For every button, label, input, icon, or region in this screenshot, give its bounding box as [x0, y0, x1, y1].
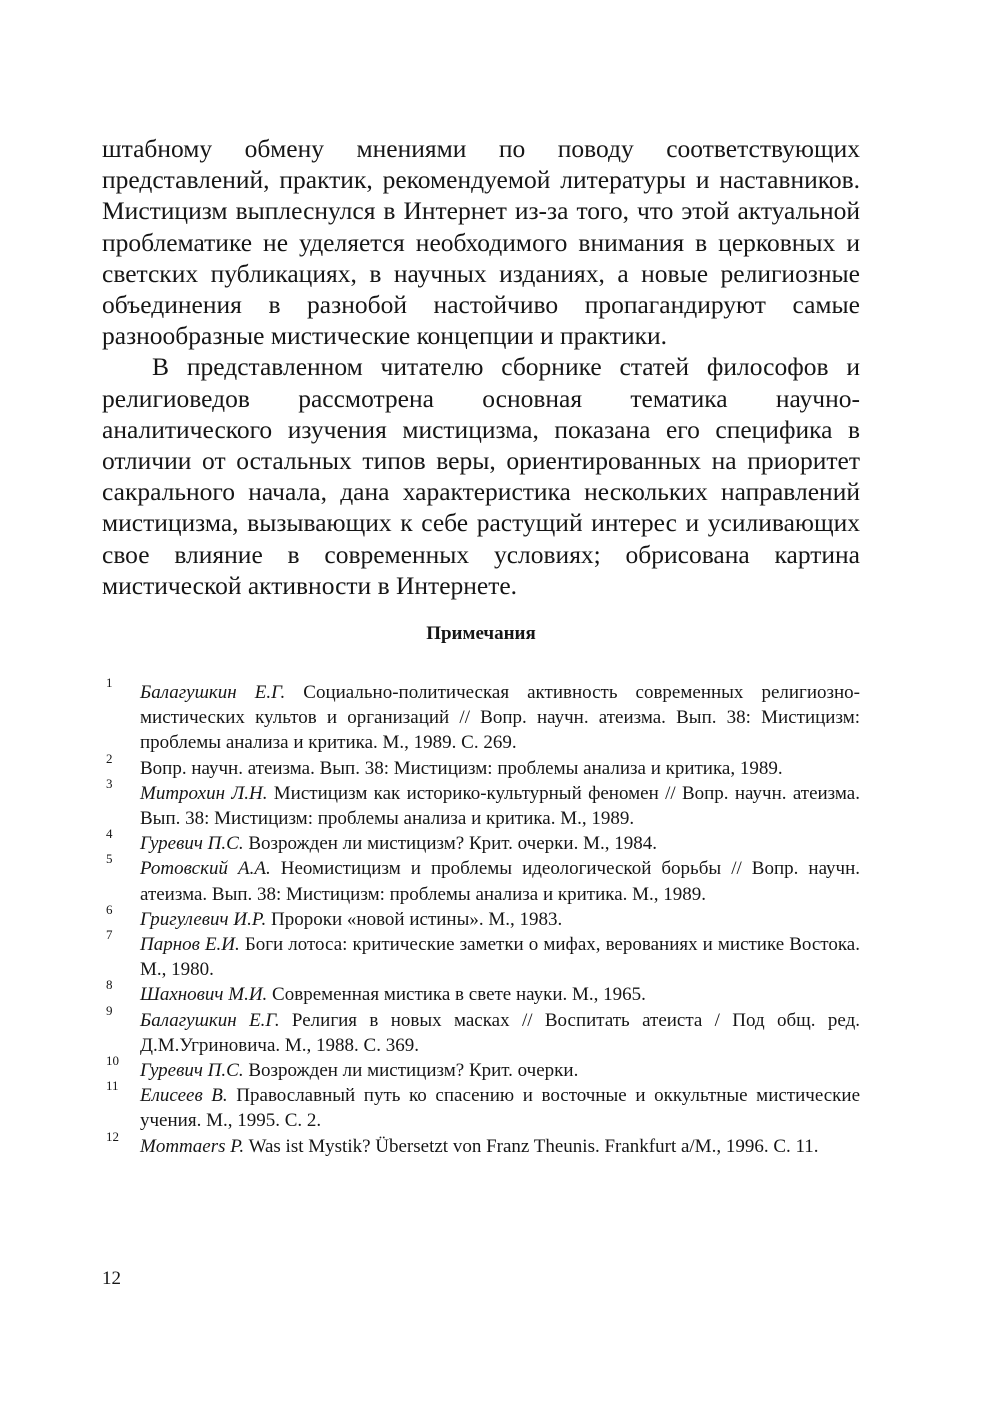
note-item	[102, 1053, 860, 1083]
note-author: Митрохин Л.Н.	[140, 782, 268, 804]
note-author: Парнов Е.И.	[140, 934, 240, 956]
note-item	[102, 1078, 861, 1133]
note-number: 5	[106, 851, 113, 867]
note-text: Возрожден ли мистицизм? Крит. очерки.	[243, 1060, 579, 1082]
note-author: Mommaers P.	[140, 1135, 245, 1157]
notes-list	[102, 675, 861, 1159]
page-number: 12	[102, 1268, 121, 1289]
note-number: 7	[106, 927, 113, 943]
note-author: Гуревич П.С.	[140, 1060, 244, 1082]
note-text: Пророки «новой истины». М., 1983.	[266, 908, 563, 930]
note-author: Елисеев В.	[140, 1085, 228, 1107]
note-item	[102, 775, 860, 831]
note-item	[102, 675, 860, 756]
note-number: 2	[106, 750, 113, 766]
note-item	[102, 826, 860, 856]
note-number: 10	[106, 1053, 119, 1069]
note-number: 4	[106, 826, 113, 842]
note-number: 9	[106, 1002, 113, 1018]
note-text: Вопр. научн. атеизма. Вып. 38: Мистицизм: проблемы анализа и критика, 1989.	[140, 757, 783, 779]
note-author: Григулевич И.Р.	[140, 908, 267, 930]
note-text: Современная мистика в свете науки. М., 1965.	[267, 984, 646, 1006]
note-number: 8	[106, 977, 113, 993]
note-item	[102, 927, 860, 982]
notes-heading: Примечания	[426, 623, 536, 644]
paragraph-continuation: штабному обмену мнениями по поводу соответствующих представлений, практик, рекомендуемой литературы и наставников. Мистицизм выплеснулся в Интернет из-за того, что этой актуальной проблематике не уделяется необходимого внимания в церковных и светских публикациях, в научных изданиях, а новые религиозные объединения в разнобой настойчиво пропагандируют самые разнообразные мистические концепции и практики.	[102, 134, 860, 351]
note-text: Возрожден ли мистицизм? Крит. очерки. М., 1984.	[243, 833, 657, 855]
note-item	[102, 1002, 861, 1058]
note-text: Was ist Mystik? Übersetzt von Franz Theunis. Frankfurt a/M., 1996. С. 11.	[244, 1135, 819, 1157]
note-number: 3	[106, 775, 113, 791]
note-number: 6	[106, 901, 113, 917]
note-item	[102, 851, 861, 906]
note-text: Социально-политическая активность современных религиозно-мистических культов и организаций // Вопр. научн. атеизма. Вып. 38: Мистицизм: проблемы анализа и критика. М., 1989. С. 269.	[140, 682, 860, 754]
note-text: Боги лотоса: критические заметки о мифах, верованиях и мистике Востока. М., 1980.	[140, 934, 860, 981]
note-number: 12	[106, 1128, 119, 1144]
note-author: Шахнович М.И.	[140, 984, 268, 1006]
note-text: Православный путь ко спасению и восточные и оккультные мистические учения. М., 1995. С. 2.	[140, 1085, 861, 1132]
note-item	[102, 750, 860, 781]
note-number: 1	[106, 675, 113, 690]
paragraph: В представленном читателю сборнике статей философов и религиоведов рассмотрена основная тематика научно-аналитического изучения мистицизма, показана его специфика в отличии от остальных типов веры, ориентированных на приоритет сакрального начала, дана характеристика нескольких направлений мистицизма, вызывающих к себе растущий интерес и усиливающих свое влияние в современных условиях; обрисована картина мистической активности в Интернете.	[102, 352, 860, 600]
note-number: 11	[106, 1078, 119, 1094]
note-item	[102, 977, 860, 1007]
note-text: Религия в новых масках // Воспитать атеиста / Под общ. ред. Д.М.Угриновича. М., 1988. С. 369.	[140, 1009, 861, 1056]
note-author: Балагушкин Е.Г.	[140, 1009, 280, 1031]
note-item	[102, 901, 860, 932]
note-item	[102, 1128, 860, 1159]
note-author: Гуревич П.С.	[140, 833, 244, 855]
note-text: Неомистицизм и проблемы идеологической борьбы // Вопр. научн. атеизма. Вып. 38: Мистицизм: проблемы анализа и критика. М., 1989.	[140, 858, 861, 905]
note-text: Мистицизм как историко-культурный феномен // Вопр. научн. атеизма. Вып. 38: Мистицизм: проблемы анализа и критика. М., 1989.	[140, 782, 860, 830]
note-author: Ротовский А.А.	[140, 858, 271, 880]
note-author: Балагушкин Е.Г.	[140, 682, 286, 703]
main-text	[102, 133, 860, 601]
